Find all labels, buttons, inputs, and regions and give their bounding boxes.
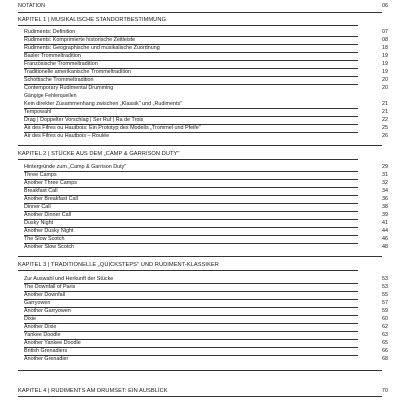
toc-entry <box>24 53 388 59</box>
toc-entry-page: 44 <box>382 228 388 234</box>
toc-entry-title: Another Dixie <box>24 324 57 330</box>
toc-entry-page: 57 <box>382 300 388 306</box>
toc-entry-title: Yankee Doodle <box>24 332 61 338</box>
toc-entry <box>24 228 388 234</box>
toc-notation <box>18 3 388 9</box>
toc-entry-title: Breakfast Call <box>24 188 58 194</box>
toc-entry-page: 07 <box>382 29 388 35</box>
toc-entry-title: Basler Trommeltradition <box>24 53 81 59</box>
chapter-title: KAPITEL 2 | STÜCKE AUS DEM „CAMP & GARRISON DUTY" <box>18 151 180 157</box>
chapter-1-heading <box>18 17 358 23</box>
toc-entry-page: 70 <box>381 388 388 394</box>
toc-entry-page: 63 <box>382 332 388 338</box>
toc-entry-title: Dinner Call <box>24 204 51 210</box>
toc-entry-title: Rudiments: Geographische und musikalische Zuordnung <box>24 45 160 51</box>
toc-entry <box>24 284 388 290</box>
toc-entry-page: 18 <box>382 45 388 51</box>
toc-entry-title: Schottische Trommeltradition <box>24 77 94 83</box>
toc-entry <box>24 45 388 51</box>
toc-entry <box>24 300 388 306</box>
toc-entry-title: Rudiments: Definition <box>24 29 76 35</box>
toc-entry-title: Dusky Night <box>24 220 54 226</box>
chapter-title: KAPITEL 4 | RUDIMENTS AM DRUMSET: EIN AUSBLICK <box>18 388 168 394</box>
toc-entry-page: 20 <box>382 85 388 91</box>
toc-entry-title: Another Garryowen <box>24 308 71 314</box>
toc-entry-page: 60 <box>382 316 388 322</box>
divider <box>18 396 382 397</box>
toc-entry <box>24 356 388 362</box>
toc-entry-page: 29 <box>382 164 388 170</box>
toc-entry <box>24 133 388 139</box>
toc-entry-page: 19 <box>382 61 388 67</box>
toc-entry-page: 39 <box>382 212 388 218</box>
toc-entry-page: 19 <box>382 69 388 75</box>
toc-entry-page: 36 <box>382 196 388 202</box>
toc-entry-title: Dixie <box>24 316 36 322</box>
toc-entry <box>24 308 388 314</box>
divider <box>18 256 382 257</box>
chapter-3-heading <box>18 262 358 268</box>
toc-entry <box>24 316 388 322</box>
toc-entry-page: 21 <box>382 109 388 115</box>
toc-entry-title: Garryowen <box>24 300 51 306</box>
toc-entry-title: Another Dinner Call <box>24 212 72 218</box>
toc-entry-page: 65 <box>382 340 388 346</box>
toc-entry-page: 34 <box>382 188 388 194</box>
toc-entry <box>24 29 388 35</box>
toc-entry-page: 25 <box>382 125 388 131</box>
toc-entry-title: Another Downfall <box>24 292 66 298</box>
toc-entry-page: 53 <box>382 284 388 290</box>
toc-entry-title: Another Slow Scotch <box>24 244 75 250</box>
divider <box>18 145 382 146</box>
toc-entry-page: 31 <box>382 172 388 178</box>
toc-entry-title: Another Dusky Night <box>24 228 74 234</box>
chapter-title: KAPITEL 3 | TRADITIONELLE „QUICKSTEPS" UND RUDIMENT-KLASSIKER <box>18 262 219 268</box>
toc-entry-page: 26 <box>382 133 388 139</box>
toc-entry <box>24 109 388 115</box>
toc-entry <box>24 244 388 250</box>
toc-entry-page: 55 <box>382 292 388 298</box>
toc-entry <box>24 164 388 170</box>
toc-entry-title: Air des Fifres ou Hautbois – Roulée <box>24 133 110 139</box>
toc-entry-page: 62 <box>382 324 388 330</box>
toc-entry-title: Traditionelle amerikanische Trommeltradition <box>24 69 132 75</box>
toc-entry-title: Drag | Doppelter Vorschlag | Ser Ruf | Ra de Trois <box>24 117 144 123</box>
toc-entry-title: Gängige Fehlerquellen <box>24 93 77 99</box>
toc-entry <box>24 276 388 282</box>
divider <box>18 270 358 271</box>
divider <box>18 12 382 13</box>
toc-entry-page: 08 <box>382 37 388 43</box>
toc-entry-title: Another Three Camps <box>24 180 77 186</box>
toc-entry-title: Zur Auswahl und Herkunft der Stücke <box>24 276 114 282</box>
toc-entry-page: 22 <box>382 117 388 123</box>
toc-entry-page: 66 <box>382 348 388 354</box>
toc-entry <box>24 180 388 186</box>
toc-entry-title: Another Breakfast Call <box>24 196 78 202</box>
divider <box>18 25 358 26</box>
toc-entry-title: Air des Fifres ou Hautbois: Ein Prototyp des Modells „Trommel und Pfeife" <box>24 125 201 131</box>
toc-entry <box>24 292 388 298</box>
toc-entry-page: 19 <box>382 53 388 59</box>
toc-entry-title: Contemporary Rudimental Drumming <box>24 85 114 91</box>
toc-entry-page: 46 <box>382 236 388 242</box>
chapter-title: KAPITEL 1 | MUSIKALISCHE STANDORTBESTIMMUNG <box>18 17 166 23</box>
toc-entry <box>24 117 388 123</box>
toc-entry-title: Another Yankee Doodle <box>24 340 81 346</box>
toc-entry <box>24 37 388 43</box>
toc-entry <box>24 77 388 83</box>
chapter-2-heading <box>18 151 358 157</box>
toc-entry-page: 32 <box>382 180 388 186</box>
toc-entry-page: 20 <box>382 77 388 83</box>
toc-entry-page: 48 <box>382 244 388 250</box>
chapter-4-heading <box>18 388 388 394</box>
toc-entry <box>24 236 388 242</box>
toc-entry <box>24 172 388 178</box>
toc-entry-title: Rudiments: Komprimierte historische Zeitleiste <box>24 37 136 43</box>
toc-entry <box>24 125 388 131</box>
toc-entry-title: The Downfall of Paris <box>24 284 76 290</box>
toc-entry-title: Kein direkter Zusammenhang zwischen „Klassik" und „Rudiments" <box>24 101 183 107</box>
divider <box>18 370 382 371</box>
toc-entry <box>24 196 388 202</box>
toc-entry <box>24 332 388 338</box>
toc-entry <box>24 340 388 346</box>
toc-entry-page: 59 <box>382 308 388 314</box>
toc-entry <box>24 85 388 91</box>
toc-entry-title: The Slow Scotch <box>24 236 65 242</box>
toc-entry-title: Französische Trommeltradition <box>24 61 98 67</box>
toc-entry <box>24 61 388 67</box>
toc-entry <box>24 188 388 194</box>
toc-entry <box>24 220 388 226</box>
toc-entry-page: 41 <box>382 220 388 226</box>
toc-entry <box>24 204 388 210</box>
toc-entry-page: 21 <box>382 101 388 107</box>
toc-entry-title: Three Camps <box>24 172 57 178</box>
toc-section <box>24 93 358 99</box>
toc-entry <box>24 101 388 107</box>
toc-entry-page: 38 <box>382 204 388 210</box>
toc-entry <box>24 324 388 330</box>
toc-entry <box>24 69 388 75</box>
toc-entry-title: NOTATION <box>18 3 46 9</box>
toc-entry-page: 06 <box>382 3 388 9</box>
toc-entry <box>24 348 388 354</box>
toc-entry-page: 53 <box>382 276 388 282</box>
toc-entry-title: Another Grenadier <box>24 356 69 362</box>
toc-entry-title: Hintergründe zum „Camp & Garrison Duty" <box>24 164 127 170</box>
toc-entry-title: Tempowahl <box>24 109 52 115</box>
toc-entry-title: British Grenadiers <box>24 348 68 354</box>
divider <box>18 159 358 160</box>
toc-entry-page: 68 <box>382 356 388 362</box>
toc-entry <box>24 212 388 218</box>
